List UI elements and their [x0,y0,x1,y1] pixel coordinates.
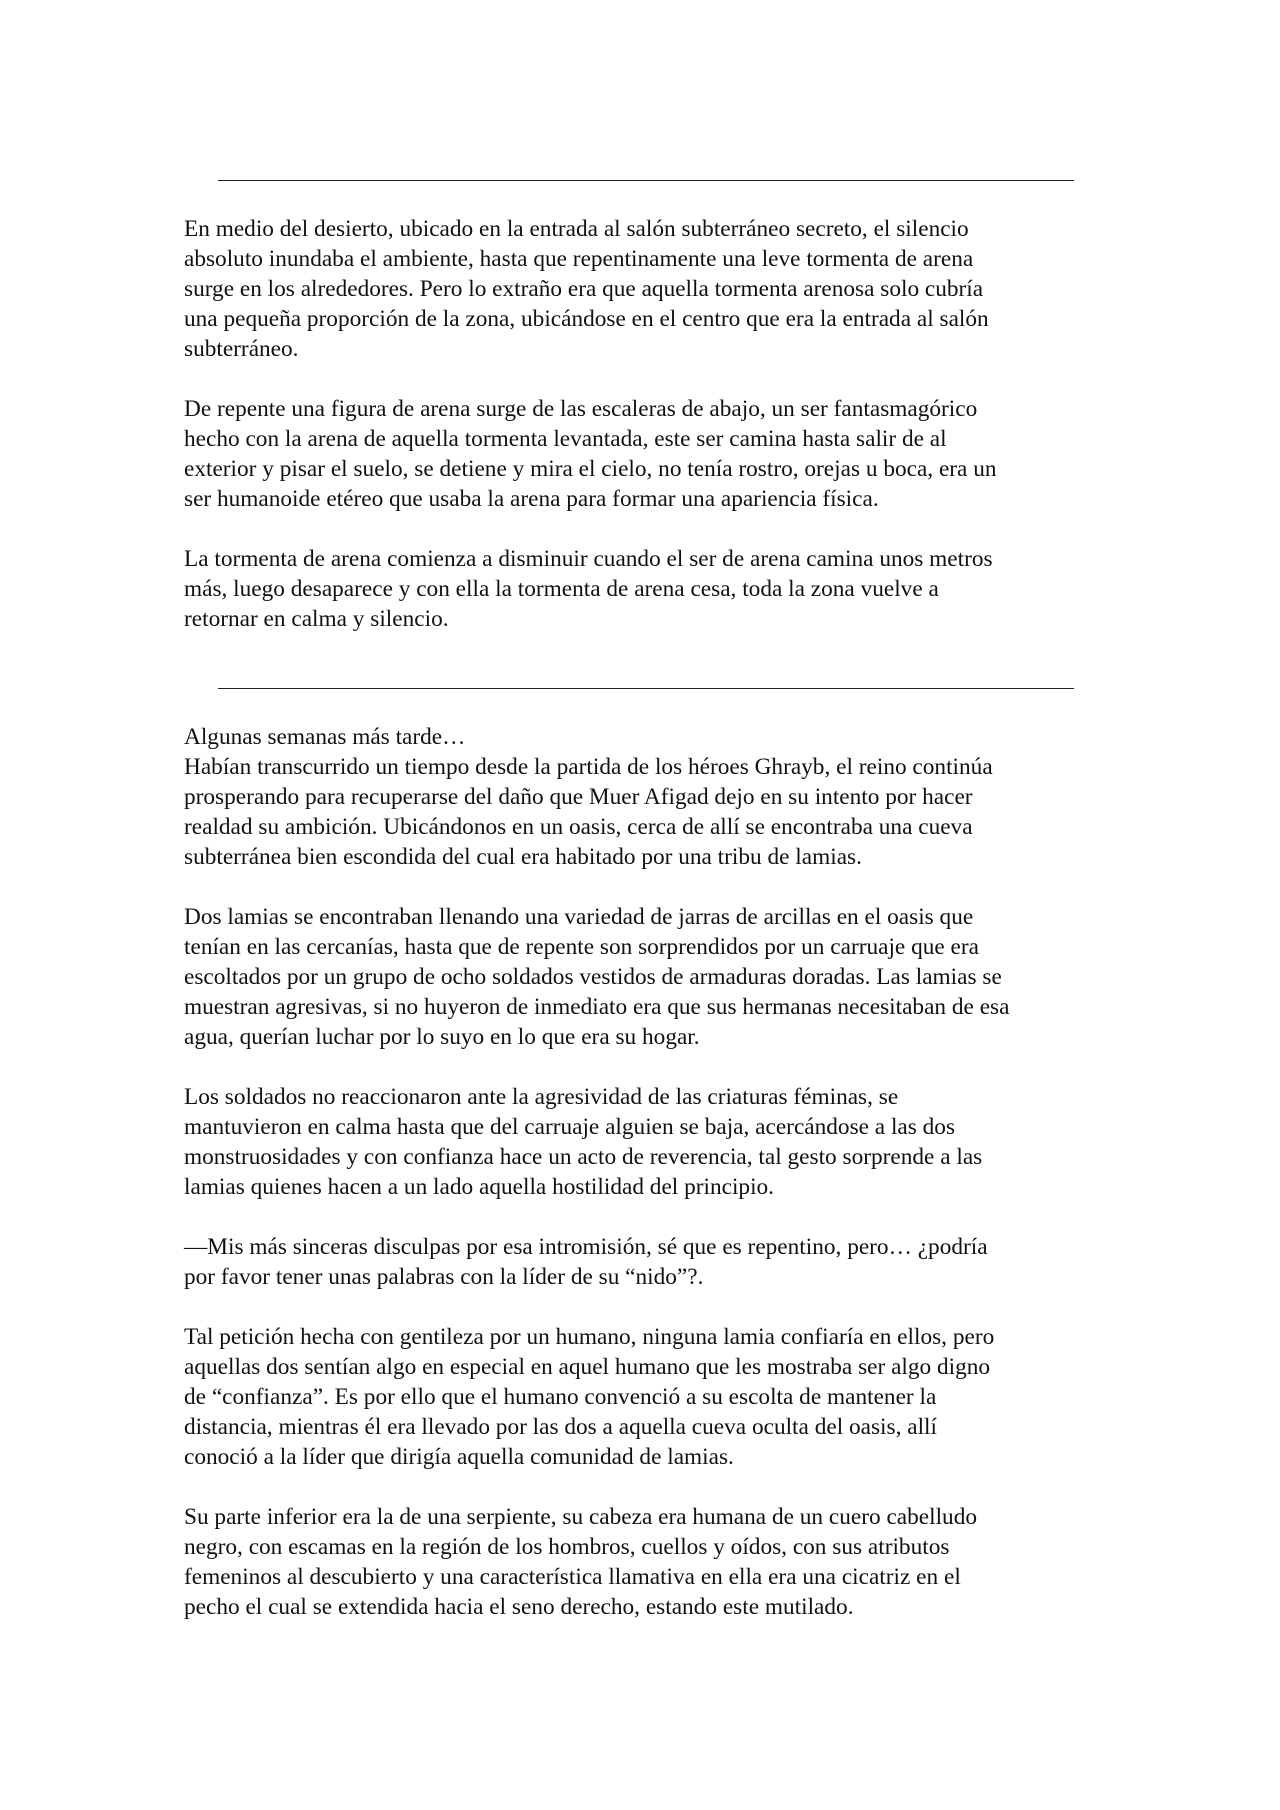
paragraph: Tal petición hecha con gentileza por un humano, ninguna lamia confiaría en ellos, pero aquellas dos sentían algo en especial en aquel humano que les mostraba ser algo digno de “confianza”. Es por ello que el humano convenció a su escolta de mantener la distancia, mientras él era llevado por las dos a aquella cueva oculta del oasis, allí conoció a la líder que dirigía aquella comunidad de lamias. [184,1324,995,1470]
paragraph: En medio del desierto, ubicado en la entrada al salón subterráneo secreto, el silencio absoluto inundaba el ambiente, hasta que repentinamente una leve tormenta de arena surge en los alrededores. Pero lo extraño era que aquella tormenta arenosa solo cubría una pequeña proporción de la zona, ubicándose en el centro que era la entrada al salón subterráneo. [184,216,989,362]
dialogue-paragraph: —Mis más sinceras disculpas por esa intromisión, sé que es repentino, pero… ¿podría por favor tener unas palabras con la líder de su “nido”?. [184,1234,988,1290]
paragraph: Habían transcurrido un tiempo desde la partida de los héroes Ghrayb, el reino continúa prosperando para recuperarse del daño que Muer Afigad dejo en su intento por hacer realdad su ambición. Ubicándonos en un oasis, cerca de allí se encontraba una cueva subterránea bien escondida del cual era habitado por una tribu de lamias. [184,754,993,870]
paragraph: De repente una figura de arena surge de las escaleras de abajo, un ser fantasmagórico hecho con la arena de aquella tormenta levantada, este ser camina hasta salir de al exterior y pisar el suelo, se detiene y mira el cielo, no tenía rostro, orejas u boca, era un ser humanoide etéreo que usaba la arena para formar una apariencia física. [184,396,997,512]
section-divider [218,180,1074,181]
paragraph: La tormenta de arena comienza a disminuir cuando el ser de arena camina unos metros más, luego desaparece y con ella la tormenta de arena cesa, toda la zona vuelve a retornar en calma y silencio. [184,546,993,632]
time-marker: Algunas semanas más tarde… [184,724,466,750]
document-page [184,170,1114,1622]
section-divider [218,688,1074,689]
paragraph: Su parte inferior era la de una serpiente, su cabeza era humana de un cuero cabelludo negro, con escamas en la región de los hombros, cuellos y oídos, con sus atributos femeninos al descubierto y una característica llamativa en ella era una cicatriz en el pecho el cual se extendida hacia el seno derecho, estando este mutilado. [184,1504,978,1620]
paragraph: Los soldados no reaccionaron ante la agresividad de las criaturas féminas, se mantuvieron en calma hasta que del carruaje alguien se baja, acercándose a las dos monstruosidades y con confianza hace un acto de reverencia, tal gesto sorprende a las lamias quienes hacen a un lado aquella hostilidad del principio. [184,1084,983,1200]
paragraph: Dos lamias se encontraban llenando una variedad de jarras de arcillas en el oasis que tenían en las cercanías, hasta que de repente son sorprendidos por un carruaje que era escoltados por un grupo de ocho soldados vestidos de armaduras doradas. Las lamias se muestran agresivas, si no huyeron de inmediato era que sus hermanas necesitaban de esa agua, querían luchar por lo suyo en lo que era su hogar. [184,904,1010,1050]
